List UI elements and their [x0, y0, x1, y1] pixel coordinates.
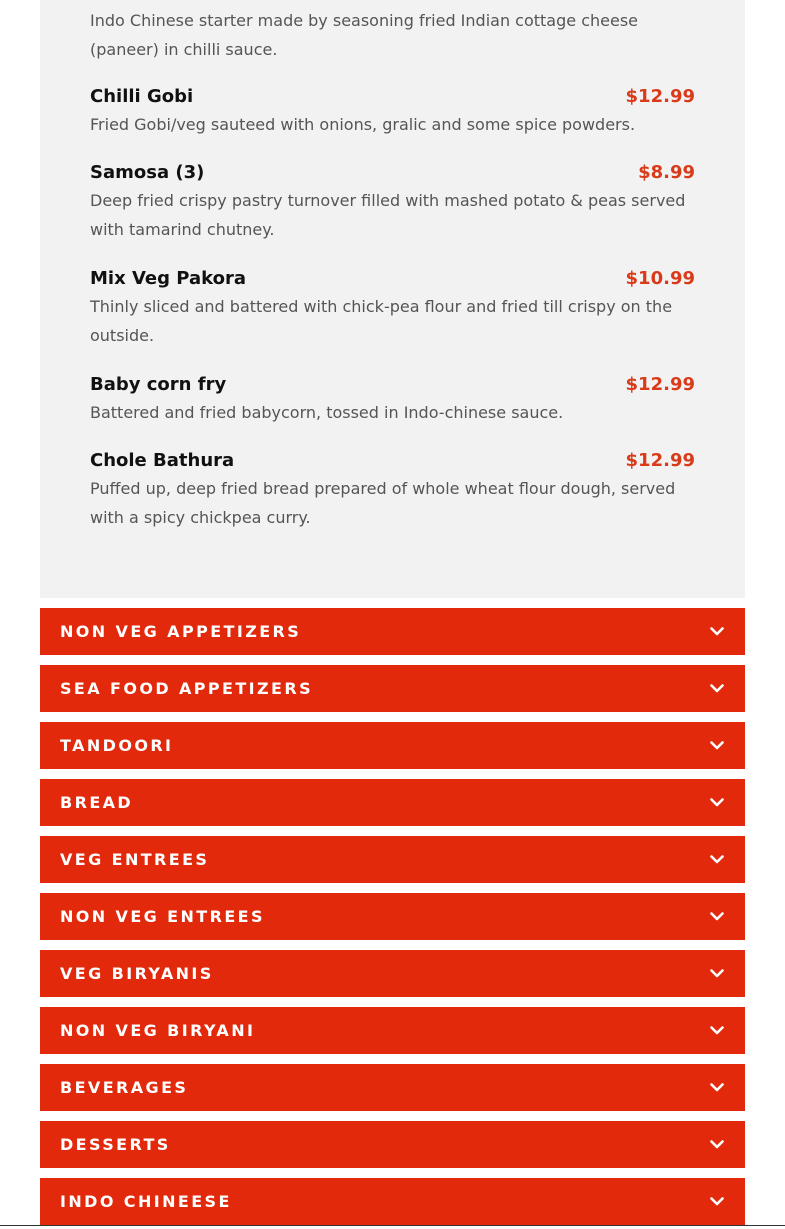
chevron-down-icon[interactable]	[709, 909, 725, 925]
menu-item-description: Indo Chinese starter made by seasoning fried Indian cottage cheese (paneer) in chilli sauce.	[90, 11, 638, 59]
chevron-down-icon[interactable]	[709, 1137, 725, 1153]
chevron-down-icon[interactable]	[709, 624, 725, 640]
menu-item-name: Mix Veg Pakora	[90, 268, 246, 289]
accordion-title: NON VEG ENTREES	[60, 907, 265, 926]
chevron-down-icon[interactable]	[709, 852, 725, 868]
menu-item-name: Chilli Gobi	[90, 86, 194, 107]
menu-item	[90, 446, 695, 532]
menu-item-name: Samosa (3)	[90, 162, 205, 183]
menu-item	[90, 370, 695, 427]
menu-item-name: Baby corn fry	[90, 374, 227, 395]
menu-item	[90, 82, 695, 139]
menu-item-price: $12.99	[625, 450, 695, 471]
accordion-veg-biryanis[interactable]	[40, 950, 745, 997]
accordion-bread[interactable]	[40, 779, 745, 826]
accordion-title: TANDOORI	[60, 736, 174, 755]
accordion-indo-chineese[interactable]	[40, 1178, 745, 1225]
accordion-beverages[interactable]	[40, 1064, 745, 1111]
chevron-down-icon[interactable]	[709, 966, 725, 982]
menu-item-price: $10.99	[625, 268, 695, 289]
accordion-title: BEVERAGES	[60, 1078, 189, 1097]
chevron-down-icon[interactable]	[709, 1023, 725, 1039]
accordion-non-veg-biryani[interactable]	[40, 1007, 745, 1054]
menu-item-price: $12.99	[625, 86, 695, 107]
chevron-down-icon[interactable]	[709, 1080, 725, 1096]
menu-item-description: Battered and fried babycorn, tossed in Indo-chinese sauce.	[90, 403, 564, 422]
accordion-non-veg-entrees[interactable]	[40, 893, 745, 940]
accordion-veg-entrees[interactable]	[40, 836, 745, 883]
accordion-title: VEG BIRYANIS	[60, 964, 214, 983]
menu-item-description: Thinly sliced and battered with chick-pea flour and fried till crispy on the outside.	[90, 297, 673, 345]
menu-item-price: $12.99	[625, 374, 695, 395]
menu-item	[90, 158, 695, 244]
accordion-title: BREAD	[60, 793, 134, 812]
chevron-down-icon[interactable]	[709, 1194, 725, 1210]
chevron-down-icon[interactable]	[709, 738, 725, 754]
menu-item-price: $8.99	[638, 162, 695, 183]
accordion-title: DESSERTS	[60, 1135, 171, 1154]
chevron-down-icon[interactable]	[709, 795, 725, 811]
accordion-desserts[interactable]	[40, 1121, 745, 1168]
accordion-non-veg-appetizers[interactable]	[40, 608, 745, 655]
page-divider	[0, 1225, 785, 1229]
accordion-title: INDO CHINEESE	[60, 1192, 232, 1211]
menu-item	[90, 264, 695, 350]
accordion-sea-food-appetizers[interactable]	[40, 665, 745, 712]
accordion-title: VEG ENTREES	[60, 850, 210, 869]
chevron-down-icon[interactable]	[709, 681, 725, 697]
accordion-title: NON VEG BIRYANI	[60, 1021, 256, 1040]
menu-item-description: Deep fried crispy pastry turnover filled with mashed potato & peas served with tamarind chutney.	[90, 191, 686, 239]
accordion-title: NON VEG APPETIZERS	[60, 622, 302, 641]
menu-item-description: Puffed up, deep fried bread prepared of whole wheat flour dough, served with a spicy chickpea curry.	[90, 479, 676, 527]
accordion-title: SEA FOOD APPETIZERS	[60, 679, 313, 698]
menu-item-name: Chole Bathura	[90, 450, 235, 471]
menu-item-description: Fried Gobi/veg sauteed with onions, gralic and some spice powders.	[90, 115, 636, 134]
accordion-tandoori[interactable]	[40, 722, 745, 769]
